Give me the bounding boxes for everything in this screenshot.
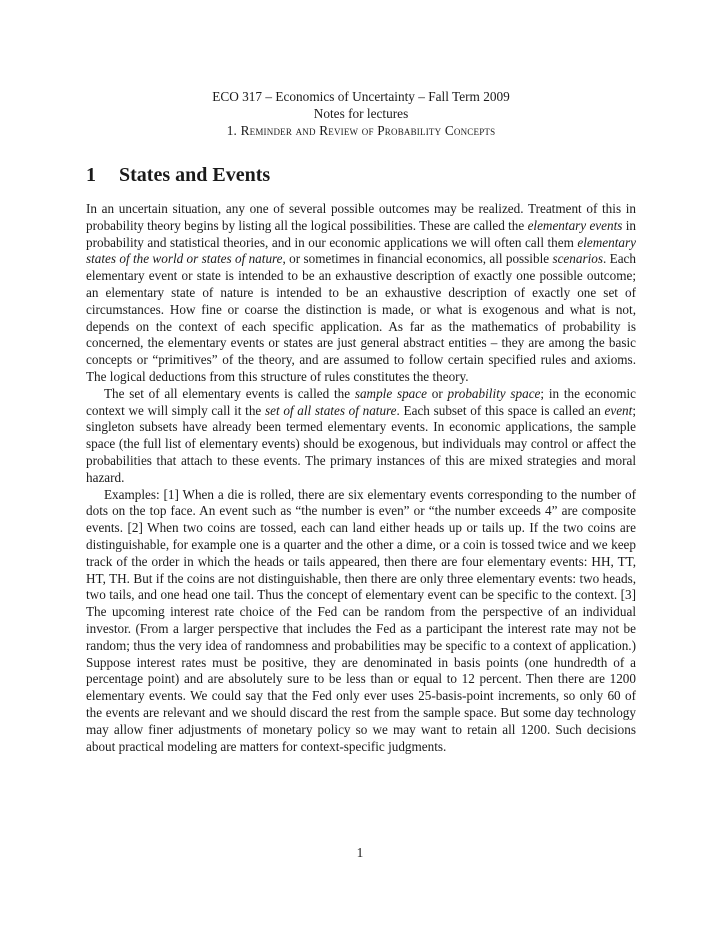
section-heading xyxy=(86,163,636,187)
section-body xyxy=(86,201,636,755)
emphasized-term: event xyxy=(604,402,633,418)
text-run: The set of all elementary events is called the xyxy=(104,385,355,401)
text-run: or xyxy=(426,385,448,401)
text-run: In an uncertain situation, any one of several possible outcomes may be realized. Treatment of this in probability theory begins by listing all the logical possibilities. These are called the xyxy=(86,201,636,233)
emphasized-term: scenarios xyxy=(552,251,603,267)
emphasized-term: elementary states of the world or states of nature xyxy=(86,234,636,267)
document-page xyxy=(86,88,636,755)
text-run: ; singleton subsets have already been termed elementary events. In economic applications, the sample space (the full list of elementary events) should be exogenous, but individuals may control or affect the probabilities that attach to these events. The primary instances of this are mixed strategies and moral hazard. xyxy=(86,402,636,485)
emphasized-term: probability space xyxy=(447,385,541,401)
text-run: . Each elementary event or state is intended to be an exhaustive description of exactly one possible outcome; an elementary state of nature is intended to be an exhaustive description of exactly one set of circumstances. How fine or coarse the distinction is made, or what is exogenous and what is not, depends on the context of each specific application. As far as the mathematics of probability is concerned, the elementary events or states are just general abstract entities – they are among the basic concepts or “primitives” of the theory, and are assumed to follow certain specified rules and axioms. The logical deductions from this structure of rules constitutes the theory. xyxy=(86,251,636,384)
text-run: Examples: [1] When a die is rolled, there are six elementary events corresponding to the number of dots on the top face. An event such as “the number is even” or “the number exceeds 4” are composite events. [2] When two coins are tossed, each can land either heads up or tails up. If the two coins are distinguishable, for example one is a quarter and the other a dime, or a coin is tossed twice and we keep track of the order in which the heads or tails appeared, then there are four elementary events: HH, TT, HT, TH. But if the coins are not distinguishable, then there are only three elementary events: two heads, two tails, and one head one tail. Thus the concept of elementary event can be specific to the context. [3] The upcoming interest rate choice of the Fed can be random from the perspective of an individual investor. (From a larger perspective that includes the Fed as a participant the interest rate may not be random; thus the very idea of randomness and probabilities may be specific to a context of application.) Suppose interest rates must be positive, they are denominated in basis points (one hundredth of a percentage point) and are absolutely sure to be less than or equal to 12 percent. Then there are 1200 elementary events. We could say that the Fed only ever uses 25-basis-point increments, so only 60 of the events are relevant and we should discard the rest from the sample space. But some day technology may allow finer adjustments of monetary policy so we may want to retain all 1200. Such decisions about practical modeling are matters for context-specific judgments. xyxy=(86,486,636,754)
document-header xyxy=(86,88,636,139)
paragraph-2 xyxy=(86,386,636,487)
text-run: . Each subset of this space is called an xyxy=(396,402,605,418)
course-title: ECO 317 – Economics of Uncertainty – Fall Term 2009 xyxy=(212,89,510,104)
paragraph-3 xyxy=(86,487,636,756)
emphasized-term: sample space xyxy=(354,385,427,401)
text-run: in probability and statistical theories, and in our economic applications we will often call them xyxy=(86,217,636,250)
paragraph-1 xyxy=(86,201,636,386)
emphasized-term: set of all states of nature xyxy=(264,402,397,418)
notes-subtitle: Notes for lectures xyxy=(313,106,409,121)
text-run: ; in the economic context we will simply call it the xyxy=(86,385,636,418)
chapter-title: 1. Reminder and Review of Probability Concepts xyxy=(226,123,496,138)
emphasized-term: elementary events xyxy=(527,217,623,233)
section-title: States and Events xyxy=(119,164,271,186)
text-run: , or sometimes in financial economics, all possible xyxy=(282,251,553,267)
section-number: 1 xyxy=(86,164,96,186)
page-number: 1 xyxy=(356,845,364,860)
